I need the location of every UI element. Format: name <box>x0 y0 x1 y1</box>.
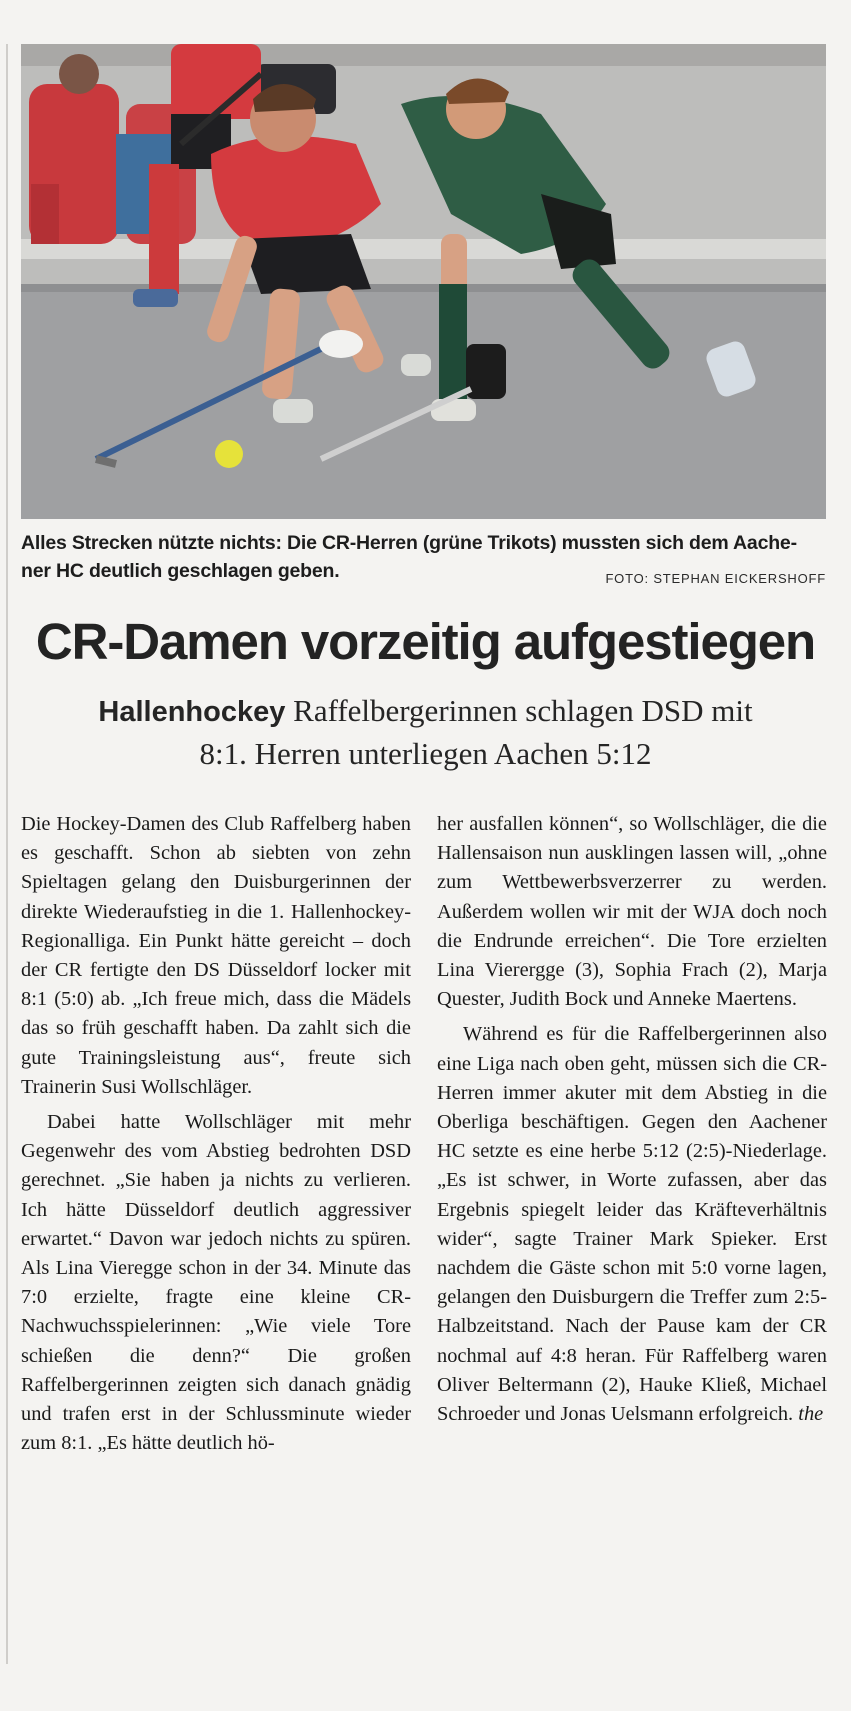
caption-line-1: Alles Strecken nützte nichts: Die CR-Herren (grüne Trikots) mussten sich dem Aache- <box>21 532 797 554</box>
hall-floor <box>21 284 826 519</box>
headline: CR-Damen vorzeitig aufgestiegen <box>35 613 816 670</box>
page-edge <box>6 44 8 1664</box>
caption-line-2: ner HC deutlich geschlagen geben. <box>21 560 340 582</box>
subhead-line-1: Raffelbergerinnen schlagen DSD mit <box>285 693 753 728</box>
article-column-left <box>21 810 411 1464</box>
hockey-ball <box>215 440 243 468</box>
paragraph: Die Hockey-Damen des Club Raffelberg haben es geschafft. Schon ab siebten von zehn Spieltagen gelang den Duisburgerinnen der direkte Wiederaufstieg in die 1. Hallenhockey-Regionalliga. Ein Punkt hätte gereicht – doch der CR fertigte den DS Düsseldorf locker mit 8:1 (5:0) ab. „Ich freue mich, dass die Mädels das so früh geschafft haben. Da zahlt sich die gute Trainingsleistung aus“, freute sich Trainerin Susi Wollschläger. <box>21 813 411 1098</box>
subhead-line-2: 8:1. Herren unterliegen Aachen 5:12 <box>199 736 652 771</box>
photo-caption <box>21 529 826 585</box>
subhead-kicker: Hallenhockey <box>98 696 286 728</box>
paragraph-text: Während es für die Raffelbergerinnen also eine Liga nach oben geht, müssen sich die CR-Herren immer akuter mit dem Abstieg in die Oberliga beschäftigen. Gegen den Aachener HC setzte es eine herbe 5:12 (2:5)-Niederlage. „Es ist schwer, in Worte zufassen, aber das Ergebnis spiegelt leider das Kräfteverhältnis wider“, sagte Trainer Mark Spieker. Erst nachdem die Gäste schon mit 5:0 vorne lagen, gelangen den Duisburgern die Treffer zum 2:5-Halbzeitstand. Nach der Pause kam der CR nochmal auf 4:8 heran. Für Raffelberg waren Oliver Beltermann (2), Hauke Kließ, Michael Schroeder und Jonas Uelsmann erfolgreich. <box>437 1023 827 1426</box>
paragraph: Dabei hatte Wollschläger mit mehr Gegenwehr des vom Abstieg bedrohten DSD gerechnet. „Sie haben ja nichts zu verlieren. Ich hätte Düsseldorf deutlich aggressiver erwartet.“ Davon war jedoch nichts zu spüren. Als Lina Vieregge schon in der 34. Minute das 7:0 erzielte, fragte eine kleine CR-Nachwuchsspielerinnen: „Wie viele Tore schießen die denn?“ Die großen Raffelbergerinnen zeigten sich danach gnädig und trafen erst in der Schlussminute wieder zum 8:1. „Es hätte deutlich hö- <box>21 1111 411 1455</box>
paragraph <box>437 1020 827 1429</box>
paragraph: her ausfallen können“, so Wollschläger, die die Hallensaison nun ausklingen lassen will, „ohne zum Wettbewerbsverzerrer zu werden. Außerdem wollen wir mit der WJA doch noch die Endrunde erreichen“. Die Tore erzielten Lina Viererggе (3), Sophia Frach (2), Marja Quester, Judith Bock und Anneke Maertens. <box>437 813 827 1011</box>
article-column-right <box>437 810 827 1435</box>
article-photo <box>21 44 826 519</box>
subheadline <box>18 690 833 774</box>
photo-credit: FOTO: STEPHAN EICKERSHOFF <box>605 571 826 586</box>
author-tag: the <box>798 1403 824 1426</box>
